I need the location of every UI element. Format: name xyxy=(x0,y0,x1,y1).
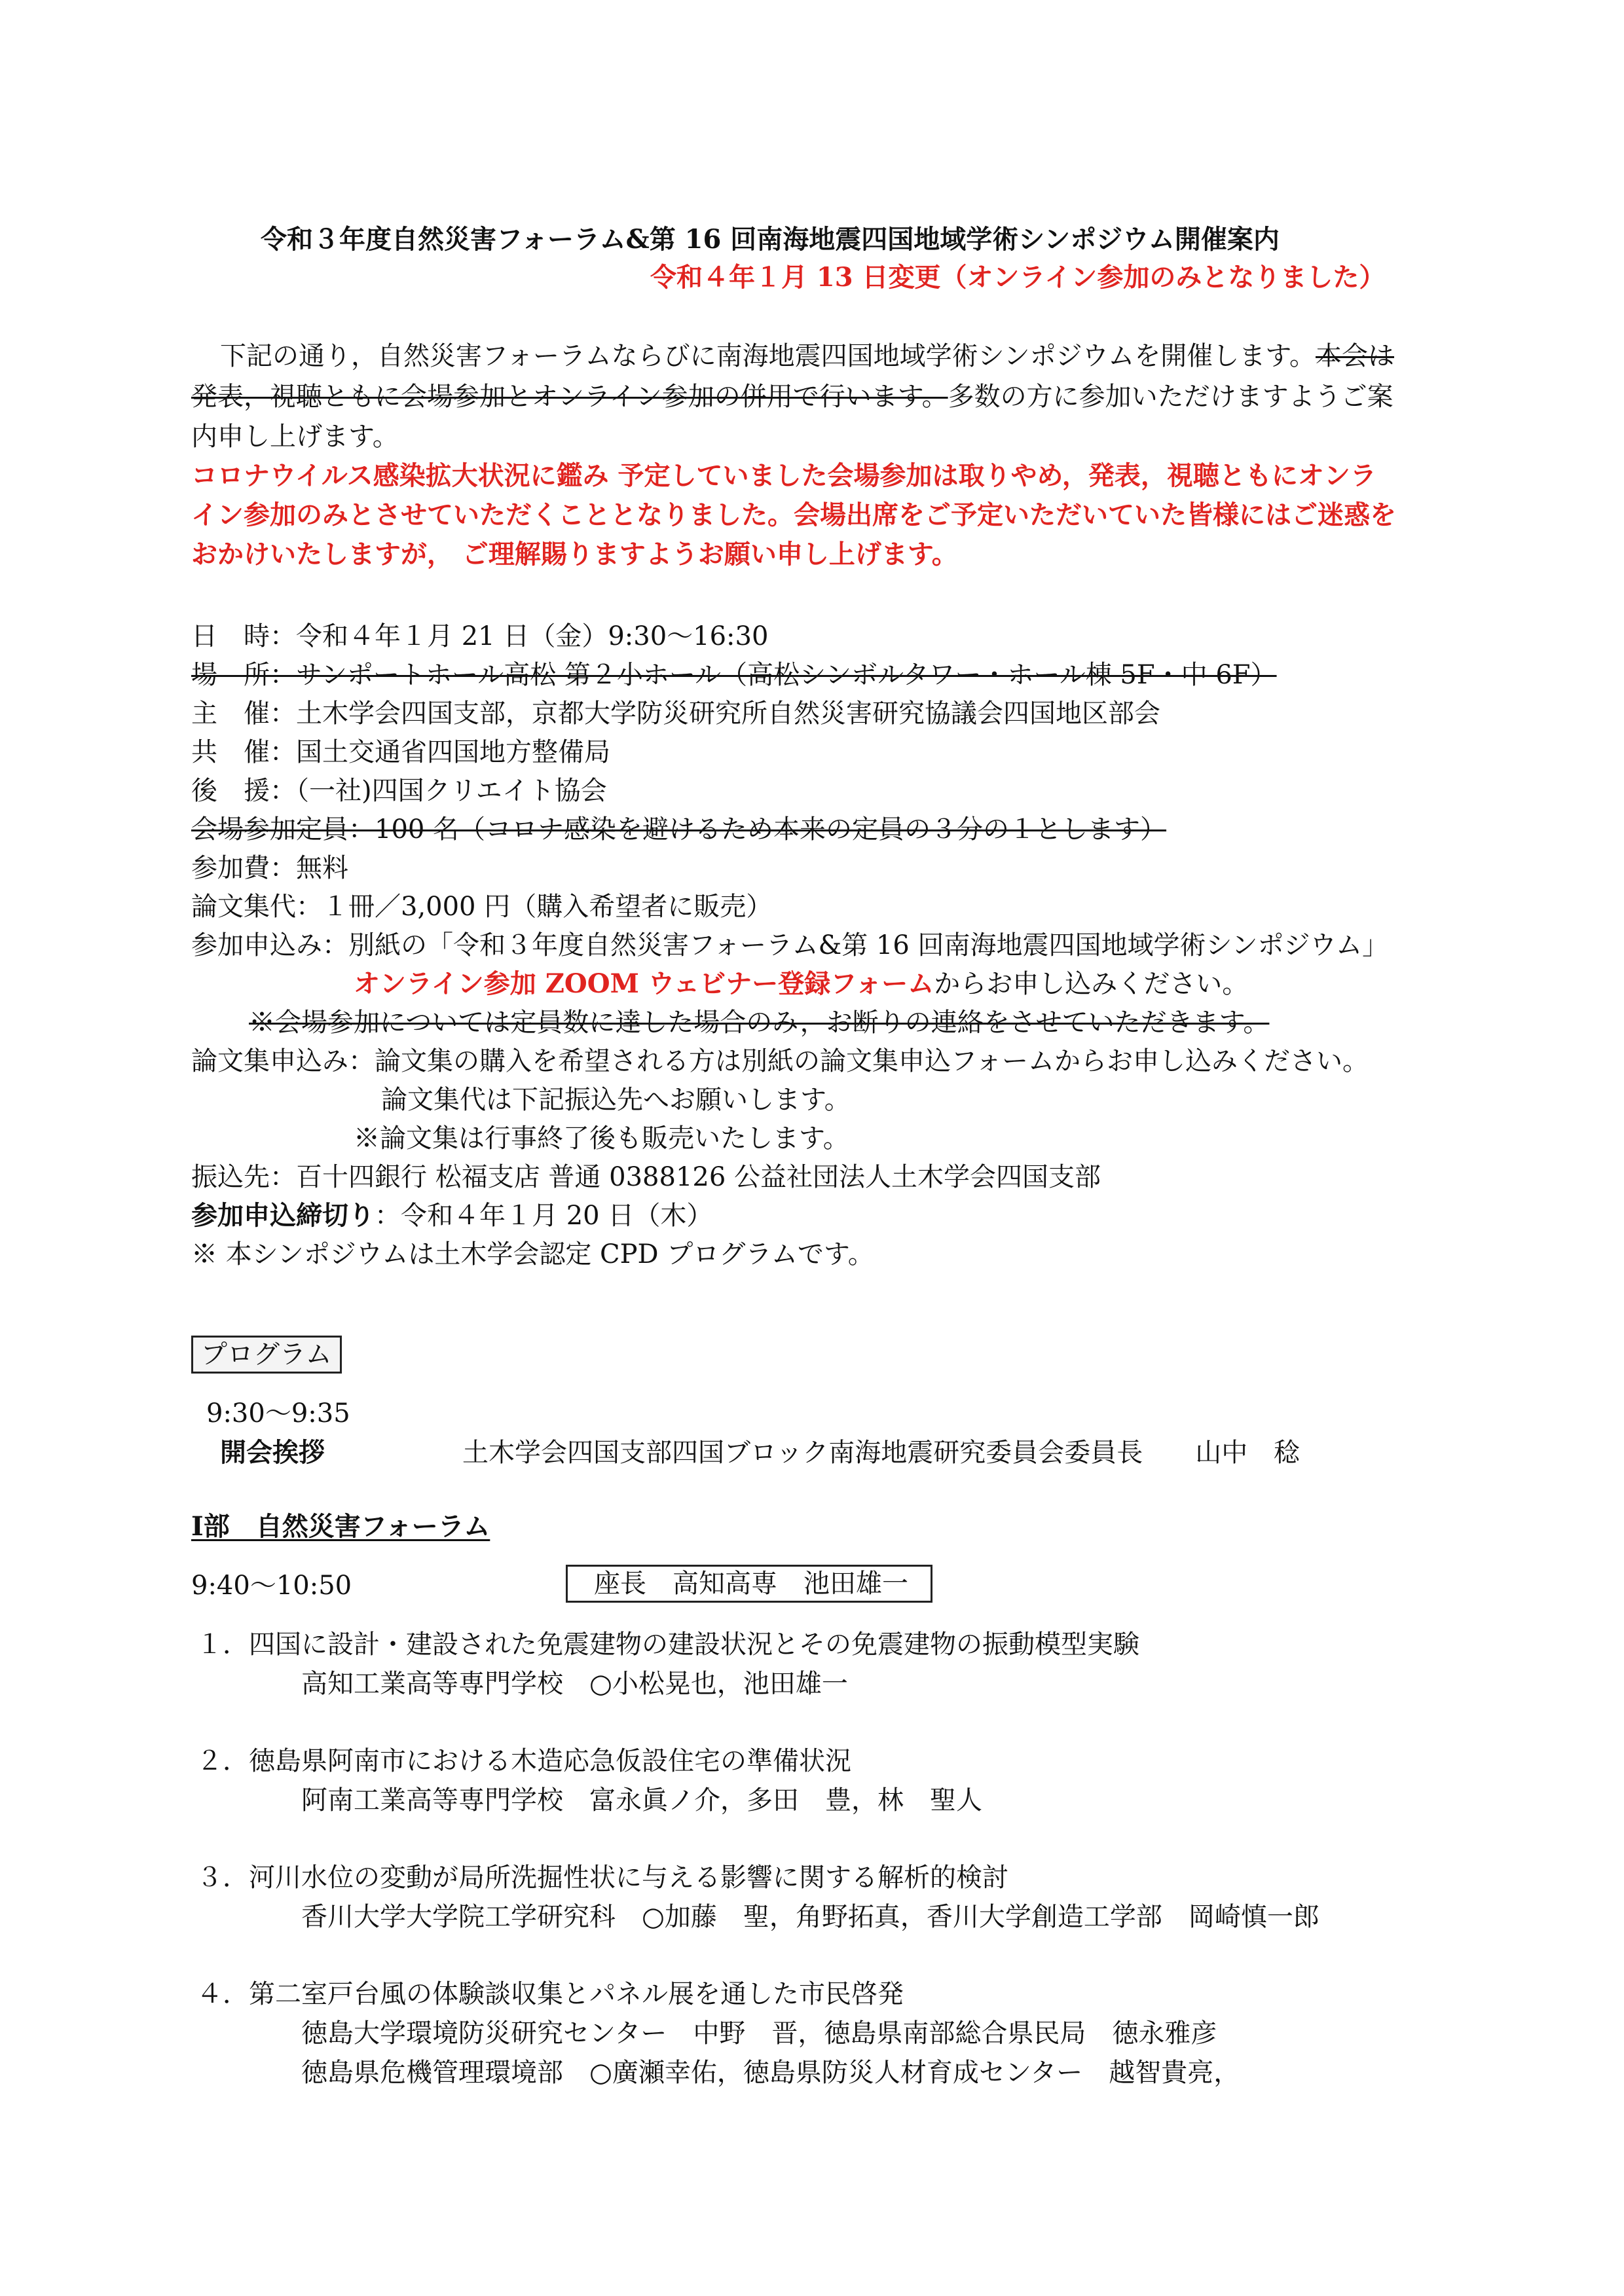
proceedings-application-3: ※論文集は行事終了後も販売いたします。 xyxy=(354,1123,849,1154)
application-tail: からお申し込みください。 xyxy=(934,969,1249,999)
talk-title: ２．徳島県阿南市における木造応急仮設住宅の準備状況 xyxy=(196,1746,851,1776)
opening-time: 9:30～9:35 xyxy=(206,1398,350,1429)
corona-notice-line-2: イン参加のみとさせていただくこととなりました。会場出席をご予定いただいていた皆様にはご迷惑を xyxy=(191,500,1396,530)
talk-authors: 阿南工業高等専門学校 富永眞ノ介，多田 豊，林 聖人 xyxy=(301,1785,982,1815)
talk-authors: 徳島県危機管理環境部 ○廣瀬幸佑，徳島県防災人材育成センター 越智貴亮， xyxy=(301,2058,1240,2088)
intro-line-1 xyxy=(220,340,1394,372)
talk-title: ３．河川水位の変動が局所洗掘性状に与える影響に関する解析的検討 xyxy=(196,1863,1008,1893)
intro-struck-text: 本会は xyxy=(1316,341,1394,371)
talk-authors: 香川大学大学院工学研究科 ○加藤 聖，角野拓真，香川大学創造工学部 岡崎慎一郎 xyxy=(301,1902,1320,1932)
proceedings-application-1: 論文集申込み：論文集の購入を希望される方は別紙の論文集申込フォームからお申し込みください。 xyxy=(191,1046,1369,1076)
document-title: 令和３年度自然災害フォーラム&第 16 回南海地震四国地域学術シンポジウム開催案内 xyxy=(261,224,1280,255)
talk-title: ４．第二室戸台風の体験談収集とパネル展を通した市民啓発 xyxy=(196,1979,904,2009)
bank-transfer-info: 振込先：百十四銀行 松福支店 普通 0388126 公益社団法人土木学会四国支部 xyxy=(191,1162,1101,1192)
proceedings-fee: 論文集代：１冊／3,000 円（購入希望者に販売） xyxy=(191,892,773,922)
corona-notice-line-1: コロナウイルス感染拡大状況に鑑み 予定していました会場参加は取りやめ，発表，視聴ともにオンラ xyxy=(191,460,1376,491)
deadline-label: 参加申込締切り xyxy=(191,1200,375,1231)
venue-capacity: 会場参加定員：100 名（コロナ感染を避けるため本来の定員の３分の１とします） xyxy=(191,814,1167,845)
zoom-registration-form-link[interactable]: オンライン参加 ZOOM ウェビナー登録フォーム xyxy=(354,968,934,999)
change-notice: 令和４年１月 13 日変更（オンライン参加のみとなりました） xyxy=(650,262,1386,293)
session-chair: 座長 高知高専 池田雄一 xyxy=(566,1565,932,1603)
cpd-note: ※ 本シンポジウムは土木学会認定 CPD プログラムです。 xyxy=(191,1239,874,1269)
program-label: プログラム xyxy=(191,1336,342,1374)
proceedings-application-2: 論文集代は下記振込先へお願いします。 xyxy=(381,1085,851,1115)
event-support: 後 援：（一社)四国クリエイト協会 xyxy=(191,776,607,806)
event-venue: 場 所：サンポートホール高松 第２小ホール（高松シンボルタワー・ホール棟 5F・中 6F） xyxy=(191,660,1277,690)
deadline-value: ：令和４年１月 20 日（木） xyxy=(375,1201,713,1231)
participation-fee: 参加費：無料 xyxy=(191,853,348,883)
event-cosponsor: 共 催：国土交通省四国地方整備局 xyxy=(191,737,610,767)
talk-title: １．四国に設計・建設された免震建物の建設状況とその免震建物の振動模型実験 xyxy=(196,1630,1139,1660)
event-organizer: 主 催：土木学会四国支部，京都大学防災研究所自然災害研究協議会四国地区部会 xyxy=(191,699,1160,729)
venue-note: ※会場参加については定員数に達した場合のみ，お断りの連絡をさせていただきます。 xyxy=(249,1008,1270,1038)
session-time: 9:40～10:50 xyxy=(191,1571,352,1601)
event-datetime: 日 時：令和４年１月 21 日（金）9:30～16:30 xyxy=(191,621,769,651)
intro-line-3: 内申し上げます。 xyxy=(191,422,399,452)
intro-text: 多数の方に参加いただけますようご案 xyxy=(948,382,1393,412)
intro-struck-text: 発表，視聴ともに会場参加とオンライン参加の併用で行います。 xyxy=(191,382,948,412)
application-form-line xyxy=(354,968,1248,1000)
corona-notice-line-3: おかけいたしますが， ご理解賜りますようお願い申し上げます。 xyxy=(191,539,958,570)
opening-speaker: 土木学会四国支部四国ブロック南海地震研究委員会委員長 山中 稔 xyxy=(462,1438,1301,1468)
deadline-line xyxy=(191,1200,712,1231)
talk-authors: 徳島大学環境防災研究センター 中野 晋，徳島県南部総合県民局 徳永雅彦 xyxy=(301,2018,1217,2049)
application-line: 参加申込み：別紙の「令和３年度自然災害フォーラム&第 16 回南海地震四国地域学術シンポジウム」 xyxy=(191,930,1389,960)
intro-line-2 xyxy=(191,381,1393,412)
intro-text: 下記の通り，自然災害フォーラムならびに南海地震四国地域学術シンポジウムを開催します。 xyxy=(220,341,1316,371)
part1-title: Ⅰ部 自然災害フォーラム xyxy=(191,1511,490,1542)
talk-authors: 高知工業高等専門学校 ○小松晃也，池田雄一 xyxy=(301,1669,848,1699)
opening-label: 開会挨拶 xyxy=(220,1437,325,1468)
